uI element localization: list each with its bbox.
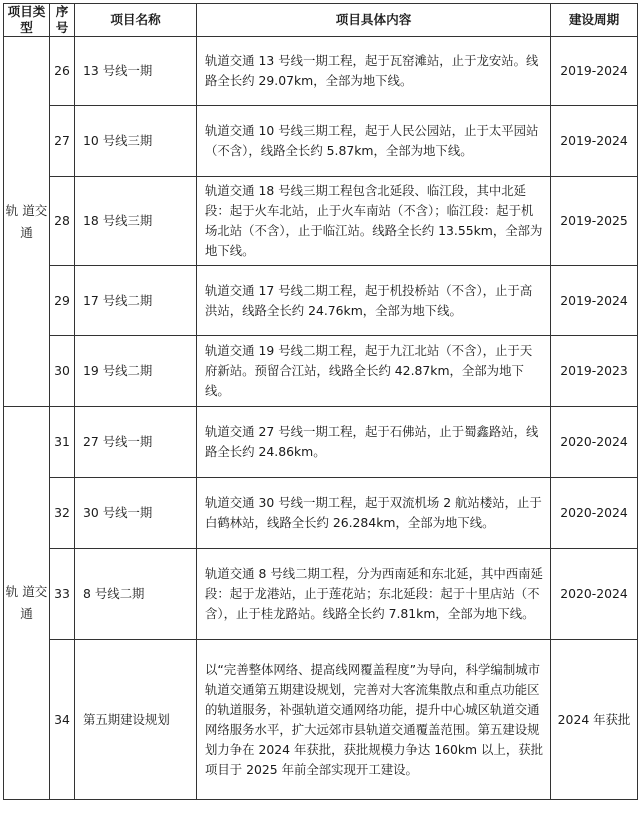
serial-no-cell: 26 [50, 37, 75, 106]
table-row [4, 177, 638, 266]
project-name-cell: 10 号线三期 [75, 106, 197, 177]
table-row [4, 266, 638, 336]
project-name-cell: 第五期建设规划 [75, 640, 197, 800]
serial-no-cell: 34 [50, 640, 75, 800]
serial-no-cell: 28 [50, 177, 75, 266]
table-row [4, 549, 638, 640]
serial-no-cell: 27 [50, 106, 75, 177]
project-name-cell: 19 号线二期 [75, 336, 197, 407]
project-content-cell: 轨道交通 13 号线一期工程，起于瓦窑滩站，止于龙安站。线路全长约 29.07km，全部为地下线。 [197, 37, 551, 106]
project-content-cell: 轨道交通 8 号线二期工程，分为西南延和东北延，其中西南延段：起于龙港站，止于莲花站；东北延段：起于十里店站（不含），止于桂龙路站。线路全长约 7.81km，全部为地下线。 [197, 549, 551, 640]
header-serial-no: 序号 [50, 4, 75, 37]
project-name-cell: 13 号线一期 [75, 37, 197, 106]
table-row [4, 106, 638, 177]
period-cell: 2020-2024 [551, 407, 638, 478]
period-cell: 2020-2024 [551, 549, 638, 640]
project-content-cell: 以“完善整体网络、提高线网覆盖程度”为导向，科学编制城市轨道交通第五期建设规划，完善对大客流集散点和重点功能区的轨道服务，补强轨道交通网络功能，提升中心城区轨道交通网络服务水平，扩大远郊市县轨道交通覆盖范围。第五建设规划力争在 2024 年获批，获批规模力争达 160km 以上，获批项目于 2025 年前全部实现开工建设。 [197, 640, 551, 800]
project-name-cell: 8 号线二期 [75, 549, 197, 640]
project-table [3, 3, 638, 800]
project-name-cell: 27 号线一期 [75, 407, 197, 478]
serial-no-cell: 32 [50, 478, 75, 549]
project-type-cell: 轨 道交通 [4, 37, 50, 407]
project-content-cell: 轨道交通 19 号线二期工程，起于九江北站（不含），止于天府新站。预留合江站，线路全长约 42.87km，全部为地下线。 [197, 336, 551, 407]
period-cell: 2024 年获批 [551, 640, 638, 800]
period-cell: 2019-2024 [551, 106, 638, 177]
table-row [4, 407, 638, 478]
project-table-page [0, 3, 640, 800]
header-project-type: 项目类型 [4, 4, 50, 37]
header-project-content: 项目具体内容 [197, 4, 551, 37]
project-content-cell: 轨道交通 10 号线三期工程，起于人民公园站，止于太平园站（不含），线路全长约 5.87km，全部为地下线。 [197, 106, 551, 177]
table-header-row [4, 4, 638, 37]
table-row [4, 37, 638, 106]
project-content-cell: 轨道交通 17 号线二期工程，起于机投桥站（不含），止于高洪站，线路全长约 24.76km，全部为地下线。 [197, 266, 551, 336]
period-cell: 2019-2023 [551, 336, 638, 407]
serial-no-cell: 29 [50, 266, 75, 336]
project-type-cell: 轨 道交通 [4, 407, 50, 800]
table-row [4, 640, 638, 800]
period-cell: 2019-2024 [551, 266, 638, 336]
table-row [4, 478, 638, 549]
project-name-cell: 18 号线三期 [75, 177, 197, 266]
serial-no-cell: 30 [50, 336, 75, 407]
period-cell: 2019-2024 [551, 37, 638, 106]
period-cell: 2019-2025 [551, 177, 638, 266]
serial-no-cell: 33 [50, 549, 75, 640]
project-name-cell: 30 号线一期 [75, 478, 197, 549]
project-content-cell: 轨道交通 30 号线一期工程，起于双流机场 2 航站楼站，止于白鹤林站，线路全长约 26.284km，全部为地下线。 [197, 478, 551, 549]
project-content-cell: 轨道交通 18 号线三期工程包含北延段、临江段，其中北延段：起于火车北站，止于火车南站（不含）；临江段：起于机场北站（不含），止于临江站。线路全长约 13.55km，全部为地下线。 [197, 177, 551, 266]
period-cell: 2020-2024 [551, 478, 638, 549]
project-content-cell: 轨道交通 27 号线一期工程，起于石佛站，止于蜀鑫路站，线路全长约 24.86km。 [197, 407, 551, 478]
serial-no-cell: 31 [50, 407, 75, 478]
header-project-name: 项目名称 [75, 4, 197, 37]
project-name-cell: 17 号线二期 [75, 266, 197, 336]
header-construction-period: 建设周期 [551, 4, 638, 37]
table-row [4, 336, 638, 407]
